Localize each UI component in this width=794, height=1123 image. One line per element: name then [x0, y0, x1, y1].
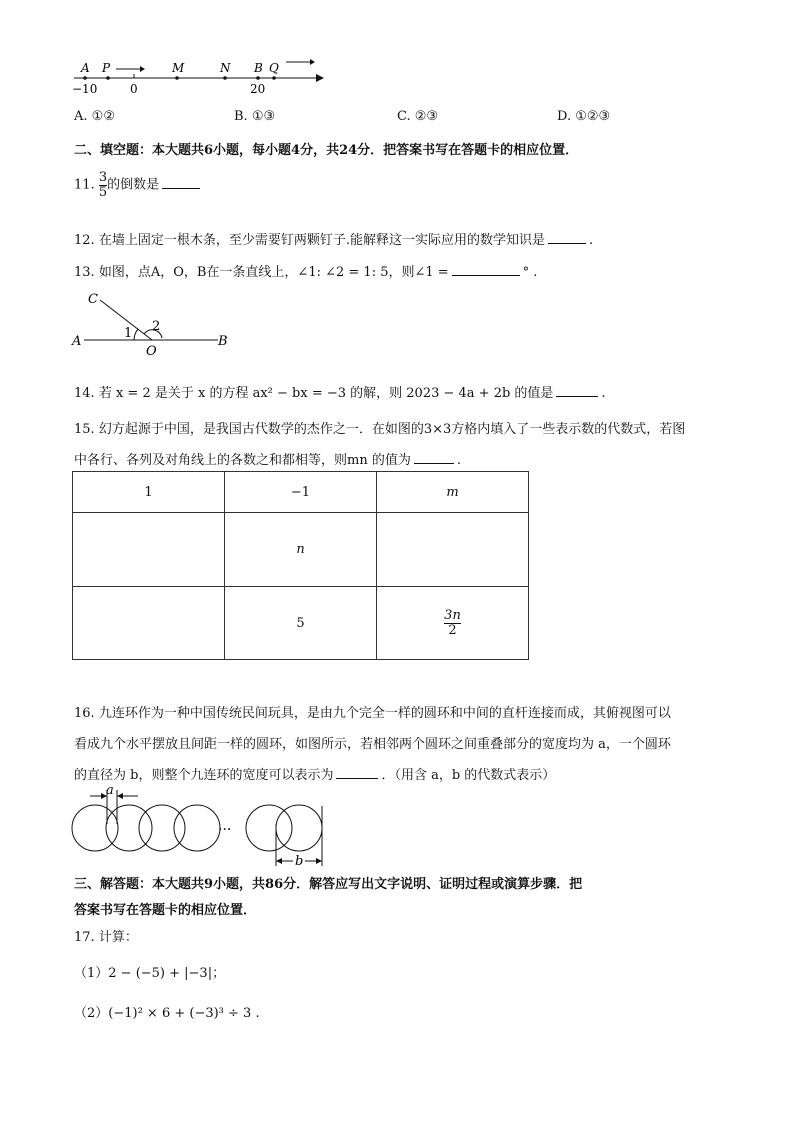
point-a — [83, 76, 87, 80]
question-16-line1: 16. 九连环作为一种中国传统民间玩具，是由九个完全一样的圆环和中间的直杆连接而成，其俯视图可以 — [74, 706, 671, 721]
point-q — [272, 76, 276, 80]
question-14: 14. 若 x = 2 是关于 x 的方程 ax² − bx = −3 的解，则 2023 − 4a + 2b 的值是 . — [74, 386, 606, 401]
number-line-figure — [68, 56, 328, 98]
tick-label-neg10: −10 — [72, 82, 98, 96]
dim-b-arrowhead-icon — [276, 858, 282, 864]
question-17: 17. 计算： — [74, 930, 138, 945]
label-a-fig: A — [72, 334, 82, 349]
point-m — [175, 76, 179, 80]
choice-c[interactable]: C. ②③ — [397, 109, 439, 124]
label-m: M — [172, 61, 185, 75]
axis-arrow-icon — [316, 74, 324, 82]
point-b — [256, 76, 260, 80]
angle-figure — [70, 286, 240, 358]
answer-blank-13[interactable] — [452, 263, 520, 276]
answer-blank-11[interactable] — [162, 176, 200, 189]
label-n: N — [220, 61, 231, 75]
label-q: Q — [269, 61, 279, 75]
table-cell — [73, 587, 225, 660]
section2-title: 二、填空题：本大题共6小题，每小题4分，共24分．把答案书写在答题卡的相应位置． — [74, 143, 579, 158]
answer-blank-14[interactable] — [556, 384, 598, 397]
label-b-fig: B — [218, 334, 228, 349]
table-cell-fraction — [377, 587, 529, 660]
table-row — [73, 513, 529, 587]
magic-square-table — [72, 471, 529, 660]
ring-8 — [246, 805, 292, 851]
label-p: P — [102, 61, 111, 75]
question-17-part1: （1）2 − (−5) + |−3|； — [74, 966, 226, 981]
ring-3 — [139, 805, 185, 851]
question-13: 13. 如图，点A，O，B在一条直线上，∠1: ∠2 = 1: 5，则∠1 = ° . — [74, 265, 538, 280]
question-15-line1: 15. 幻方起源于中国，是我国古代数学的杰作之一．在如图的3×3方格内填入了一些表示数的代数式，若图 — [74, 422, 686, 437]
angle-1-label: 1 — [124, 326, 133, 341]
label-c: C — [88, 292, 98, 307]
angle-1-arc — [134, 329, 138, 340]
question-15-line2: 中各行、各列及对角线上的各数之和都相等，则mn 的值为 . — [74, 453, 461, 468]
ellipsis-dots: ··· — [218, 822, 232, 838]
point-n — [223, 76, 227, 80]
ring-1 — [72, 805, 118, 851]
section3-title-line2: 答案书写在答题卡的相应位置． — [74, 903, 257, 918]
tick-label-0: 0 — [130, 82, 138, 96]
dim-b-arrowhead-icon — [316, 858, 322, 864]
question-16-line2: 看成九个水平摆放且间距一样的圆环，如图所示，若相邻两个圆环之间重叠部分的宽度均为 a，一个圆环 — [74, 737, 671, 752]
table-cell — [377, 513, 529, 587]
label-b: B — [254, 61, 263, 75]
ring-4 — [174, 805, 220, 851]
label-a: A — [81, 61, 90, 75]
table-cell: 1 — [73, 472, 225, 513]
table-row — [73, 472, 529, 513]
table-row — [73, 587, 529, 660]
table-cell: 5 — [225, 587, 377, 660]
fraction-3-5: $\frac{3}{5}$ — [98, 170, 108, 200]
question-11: 11. $\frac{3}{5}$ 的倒数是 — [74, 171, 203, 199]
choice-b[interactable]: B. ①③ — [234, 109, 276, 124]
label-o: O — [146, 344, 157, 358]
question-16-line3: 的直径为 b，则整个九连环的宽度可以表示为 ．（用含 a，b 的代数式表示） — [74, 768, 556, 783]
dim-b-label: b — [295, 854, 304, 869]
q-arrow-head-icon — [310, 59, 315, 65]
angle-2-label: 2 — [152, 319, 161, 334]
point-p — [106, 76, 110, 80]
ring-9 — [276, 805, 322, 851]
dim-a-arrowhead-icon — [117, 793, 123, 799]
question-17-part2: （2）(−1)² × 6 + (−3)³ ÷ 3 . — [74, 1006, 260, 1021]
choice-a[interactable]: A. ①② — [74, 109, 115, 124]
p-arrow-head-icon — [140, 66, 145, 72]
answer-blank-15[interactable] — [414, 451, 454, 464]
answer-blank-12[interactable] — [548, 231, 586, 244]
dim-a-label: a — [106, 784, 114, 798]
table-cell: m — [377, 472, 529, 513]
question-12: 12. 在墙上固定一根木条，至少需要钉两颗钉子.能解释这一实际应用的数学知识是 . — [74, 233, 594, 248]
table-cell: −1 — [225, 472, 377, 513]
answer-blank-16[interactable] — [336, 766, 378, 779]
fraction-3n-2: $\frac{3n}{2}$ — [444, 607, 461, 638]
table-cell — [73, 513, 225, 587]
section3-title-line1: 三、解答题：本大题共9小题，共86分．解答应写出文字说明、证明过程或演算步骤．把 — [74, 877, 583, 892]
nine-rings-figure — [68, 784, 338, 870]
choice-d[interactable]: D. ①②③ — [557, 109, 611, 124]
tick-label-20: 20 — [250, 82, 266, 96]
table-cell: n — [225, 513, 377, 587]
